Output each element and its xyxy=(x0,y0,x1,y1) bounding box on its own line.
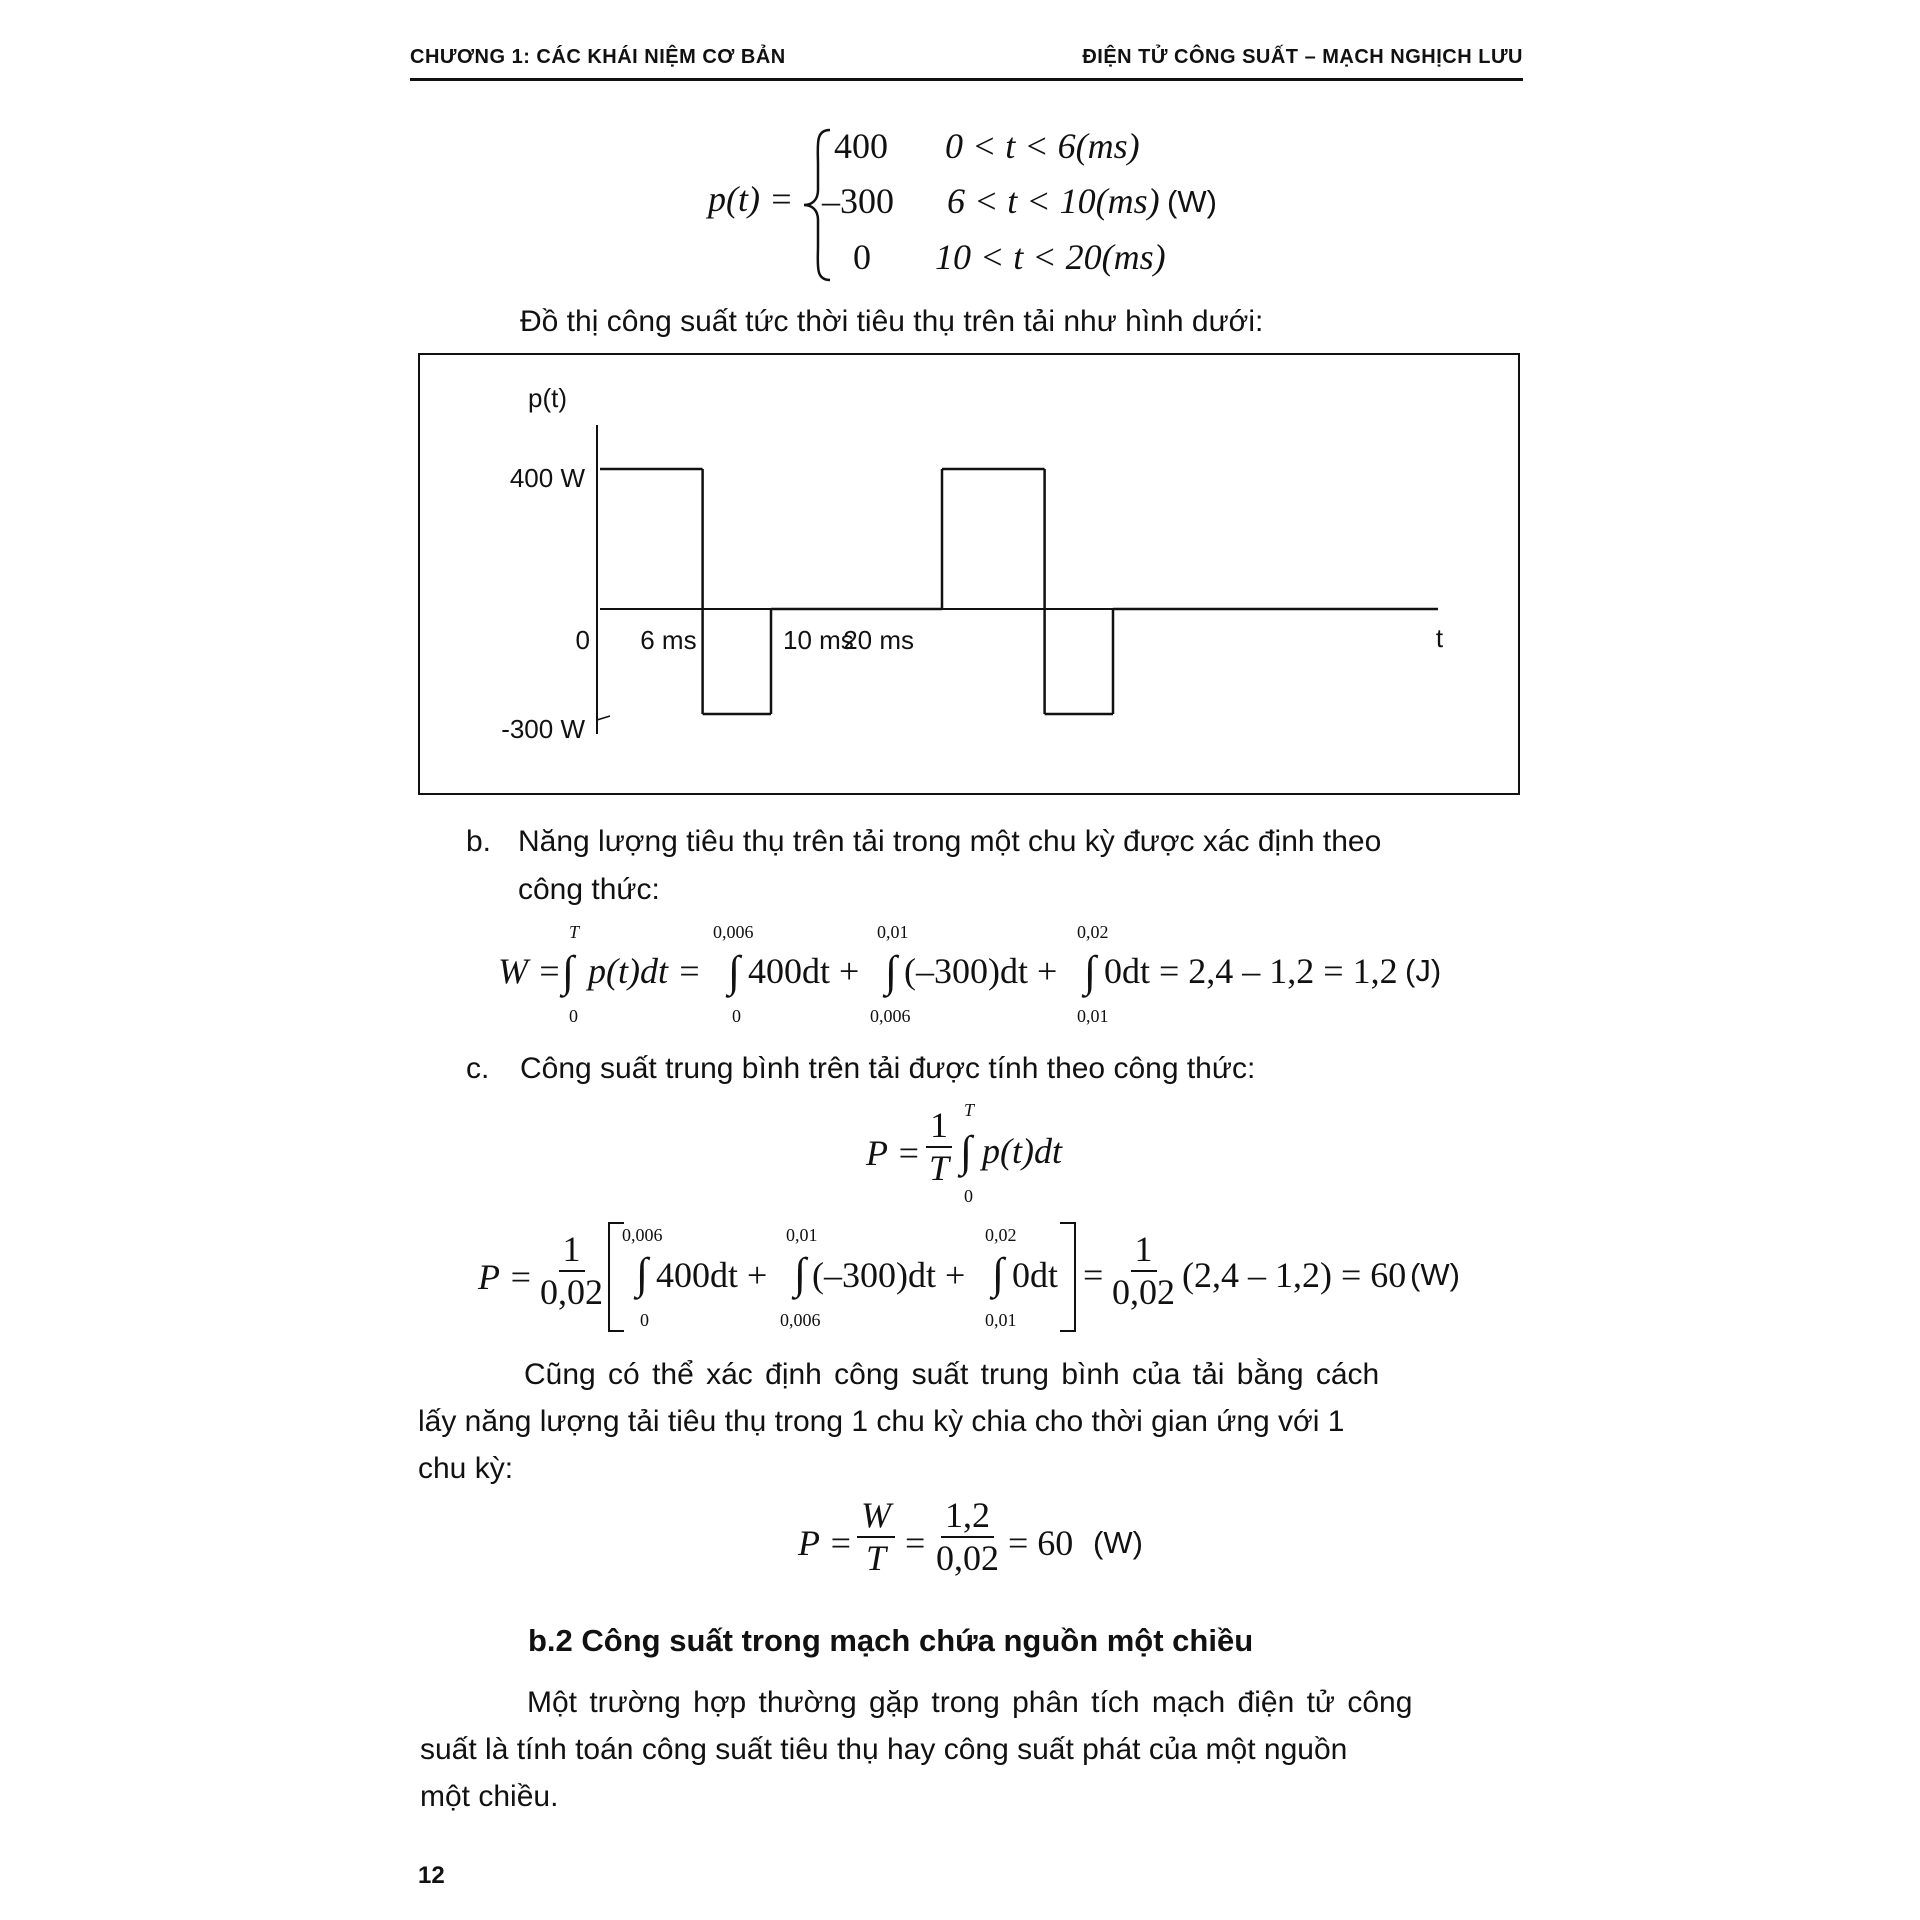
power-chart xyxy=(420,355,1518,793)
x-tick-label-6ms: 6 ms xyxy=(640,625,697,655)
f3-den2: 0,02 xyxy=(936,1537,999,1578)
f2-i2-lower: 0,006 xyxy=(780,1310,821,1330)
f2-integral-sign-2: ∫ xyxy=(794,1249,807,1298)
f3-unit: (W) xyxy=(1093,1525,1143,1560)
f2-i2-body: (–300)dt + xyxy=(812,1255,966,1295)
chart-intro-text: Đồ thị công suất tức thời tiêu thụ trên tải như hình dưới: xyxy=(520,305,1264,338)
x-tick-label-20ms: 20 ms xyxy=(843,625,914,655)
f1-integral-sign: ∫ xyxy=(960,1127,973,1176)
f3-num2: 1,2 xyxy=(941,1496,994,1538)
part-b-text-line1: Năng lượng tiêu thụ trên tải trong một chu kỳ được xác định theo xyxy=(518,825,1382,858)
integral-sign-1: ∫ xyxy=(728,947,741,996)
part-c-text: Công suất trung bình trên tải được tính theo công thức: xyxy=(520,1052,1256,1085)
int3-body: 0dt = 2,4 – 1,2 = 1,2 xyxy=(1104,951,1398,991)
x-tick-label-10ms: 10 ms xyxy=(783,625,854,655)
int0-lower: 0 xyxy=(569,1006,578,1026)
piecewise-row-1-cond: 0 < t < 6(ms) xyxy=(945,126,1140,166)
page-number: 12 xyxy=(418,1862,445,1889)
f1-lower: 0 xyxy=(964,1186,973,1206)
para1-line3: chu kỳ: xyxy=(418,1452,514,1485)
f2-p: P = xyxy=(478,1257,533,1297)
f2-num: 1 xyxy=(559,1230,585,1272)
f1-den: T xyxy=(929,1147,950,1188)
int2-lower: 0,006 xyxy=(870,1006,911,1026)
int0-body: p(t)dt = xyxy=(588,951,702,991)
f3-eq: = xyxy=(905,1523,926,1563)
chart-labels xyxy=(501,383,1444,744)
para1-line2: lấy năng lượng tải tiêu thụ trong 1 chu kỳ chia cho thời gian ứng với 1 xyxy=(418,1405,1345,1438)
int3-lower: 0,01 xyxy=(1077,1006,1109,1026)
integral-sign-0: ∫ xyxy=(562,947,575,996)
piecewise-lhs: p(t) = xyxy=(708,179,794,219)
y-tick-label-0: 0 xyxy=(575,625,590,655)
f1-p: P = xyxy=(866,1133,921,1173)
running-header-left: CHƯƠNG 1: CÁC KHÁI NIỆM CƠ BẢN xyxy=(410,46,786,68)
int1-body: 400dt + xyxy=(748,951,860,991)
para1-line1: Cũng có thể xác định công suất trung bình của tải bằng cách xyxy=(524,1358,1380,1391)
part-b-label: b. xyxy=(466,825,492,858)
int1-lower: 0 xyxy=(732,1006,741,1026)
int0-upper: T xyxy=(569,922,580,942)
f2-den: 0,02 xyxy=(540,1271,603,1312)
f3-num1: W xyxy=(857,1496,895,1538)
f1-upper: T xyxy=(964,1100,975,1120)
f2-i3-upper: 0,02 xyxy=(985,1225,1017,1245)
piecewise-row-1-value: 400 xyxy=(834,126,888,166)
f2-i1-lower: 0 xyxy=(640,1310,649,1330)
running-header-right: ĐIỆN TỬ CÔNG SUẤT – MẠCH NGHỊCH LƯU xyxy=(1082,46,1523,68)
f2-den2: 0,02 xyxy=(1112,1271,1175,1312)
y-tick-label-neg300: -300 W xyxy=(501,714,585,744)
integral-sign-2: ∫ xyxy=(885,947,898,996)
f2-num2: 1 xyxy=(1131,1230,1157,1272)
y-tick-mark xyxy=(597,716,610,720)
int3-upper: 0,02 xyxy=(1077,922,1109,942)
f2-i1-upper: 0,006 xyxy=(622,1225,663,1245)
x-axis-label: t xyxy=(1435,623,1444,653)
header-rule xyxy=(410,78,1523,81)
integral-sign-3: ∫ xyxy=(1084,947,1097,996)
piecewise-row-2-value: –300 xyxy=(822,181,894,221)
f2-integral-sign-1: ∫ xyxy=(636,1249,649,1298)
chart-axes xyxy=(597,425,1438,734)
f1-body: p(t)dt xyxy=(982,1131,1062,1171)
f2-i3-lower: 0,01 xyxy=(985,1310,1017,1330)
int2-body: (–300)dt + xyxy=(904,951,1058,991)
chart-frame xyxy=(418,353,1520,795)
piecewise-row-2-cond: 6 < t < 10(ms) xyxy=(947,181,1160,221)
chart-lines xyxy=(600,469,1438,714)
f2-tail: (2,4 – 1,2) = 60 xyxy=(1182,1255,1407,1295)
f1-num: 1 xyxy=(926,1106,952,1148)
f3-p: P = xyxy=(798,1523,853,1563)
f2-integral-sign-3: ∫ xyxy=(992,1249,1005,1298)
piecewise-unit: (W) xyxy=(1167,184,1217,219)
int2-upper: 0,01 xyxy=(877,922,909,942)
energy-unit: (J) xyxy=(1405,953,1442,988)
f2-i1-body: 400dt + xyxy=(656,1255,768,1295)
f2-i3-body: 0dt xyxy=(1012,1255,1059,1295)
f2-right-bracket xyxy=(1060,1222,1076,1332)
f3-den1: T xyxy=(865,1537,887,1578)
f2-i2-upper: 0,01 xyxy=(786,1225,818,1245)
y-tick-label-400: 400 W xyxy=(509,463,585,493)
piecewise-row-3-cond: 10 < t < 20(ms) xyxy=(935,237,1166,277)
int1-upper: 0,006 xyxy=(713,922,754,942)
para2-line2: suất là tính toán công suất tiêu thụ hay công suất phát của một nguồn xyxy=(420,1733,1348,1766)
f3-tail: = 60 xyxy=(1008,1523,1074,1563)
f2-unit: (W) xyxy=(1410,1257,1460,1292)
f2-eq: = xyxy=(1083,1255,1104,1295)
para2-line3: một chiều. xyxy=(420,1780,559,1813)
part-c-label: c. xyxy=(466,1052,490,1085)
part-b-text-line2: công thức: xyxy=(518,873,660,906)
para2-line1: Một trường hợp thường gặp trong phân tích mạch điện tử công xyxy=(527,1686,1413,1719)
section-heading: b.2 Công suất trong mạch chứa nguồn một chiều xyxy=(528,1623,1254,1658)
y-axis-label: p(t) xyxy=(528,383,567,413)
piecewise-row-3-value: 0 xyxy=(853,237,871,277)
energy-w: W = xyxy=(498,951,562,991)
